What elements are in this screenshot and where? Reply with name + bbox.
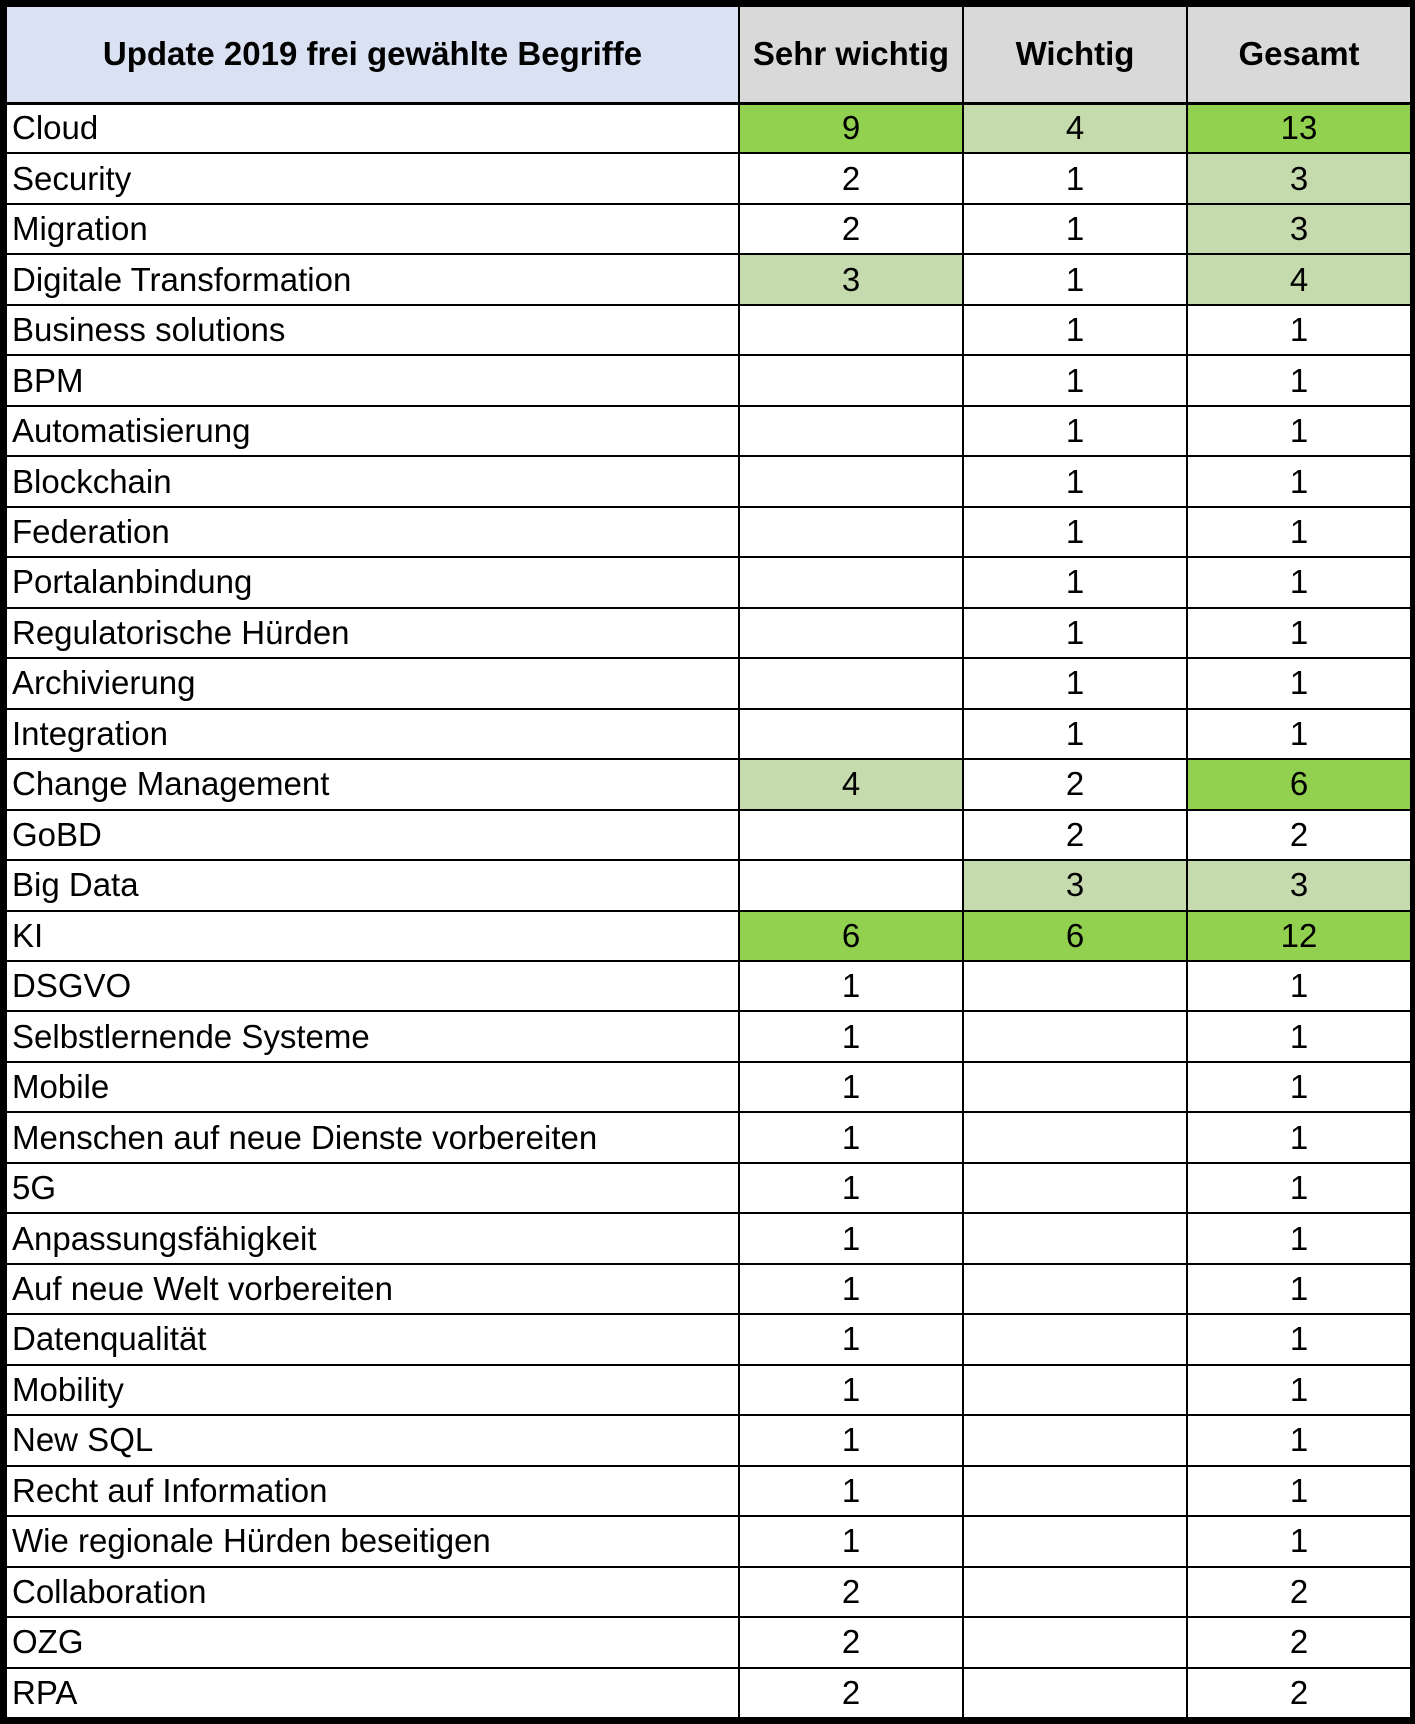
cell-sehr-wichtig: 3 xyxy=(739,254,963,304)
table-row xyxy=(6,355,1411,405)
cell-gesamt: 1 xyxy=(1187,456,1411,506)
cell-wichtig: 2 xyxy=(963,759,1187,809)
table-row xyxy=(6,557,1411,607)
cell-wichtig: 1 xyxy=(963,355,1187,405)
cell-wichtig: 1 xyxy=(963,406,1187,456)
header-sehr-wichtig: Sehr wichtig xyxy=(739,6,963,103)
cell-wichtig xyxy=(963,1112,1187,1162)
cell-sehr-wichtig xyxy=(739,456,963,506)
cell-sehr-wichtig: 1 xyxy=(739,1314,963,1364)
cell-term: Portalanbindung xyxy=(6,557,739,607)
cell-gesamt: 1 xyxy=(1187,1213,1411,1263)
cell-wichtig xyxy=(963,1365,1187,1415)
cell-term: Auf neue Welt vorbereiten xyxy=(6,1264,739,1314)
cell-term: Archivierung xyxy=(6,658,739,708)
cell-gesamt: 1 xyxy=(1187,961,1411,1011)
table-row xyxy=(6,456,1411,506)
cell-sehr-wichtig: 2 xyxy=(739,1617,963,1667)
table-row xyxy=(6,1011,1411,1061)
cell-gesamt: 1 xyxy=(1187,658,1411,708)
cell-wichtig: 1 xyxy=(963,254,1187,304)
cell-gesamt: 1 xyxy=(1187,608,1411,658)
cell-term: Federation xyxy=(6,507,739,557)
cell-sehr-wichtig: 1 xyxy=(739,1112,963,1162)
cell-term: New SQL xyxy=(6,1415,739,1465)
table-row xyxy=(6,1062,1411,1112)
table-row xyxy=(6,103,1411,153)
cell-wichtig: 1 xyxy=(963,204,1187,254)
table-row xyxy=(6,1163,1411,1213)
cell-sehr-wichtig: 1 xyxy=(739,1011,963,1061)
cell-wichtig xyxy=(963,1466,1187,1516)
cell-gesamt: 1 xyxy=(1187,507,1411,557)
cell-term: Big Data xyxy=(6,860,739,910)
table-header xyxy=(6,6,1411,103)
table-row xyxy=(6,1516,1411,1566)
cell-term: BPM xyxy=(6,355,739,405)
cell-wichtig xyxy=(963,1163,1187,1213)
table-row xyxy=(6,254,1411,304)
table-row xyxy=(6,961,1411,1011)
cell-sehr-wichtig: 2 xyxy=(739,153,963,203)
table-row xyxy=(6,759,1411,809)
cell-sehr-wichtig: 4 xyxy=(739,759,963,809)
cell-sehr-wichtig xyxy=(739,608,963,658)
cell-sehr-wichtig: 1 xyxy=(739,1365,963,1415)
cell-sehr-wichtig xyxy=(739,305,963,355)
cell-term: Security xyxy=(6,153,739,203)
cell-gesamt: 4 xyxy=(1187,254,1411,304)
cell-sehr-wichtig: 9 xyxy=(739,103,963,153)
cell-gesamt: 2 xyxy=(1187,1668,1411,1718)
cell-term: Digitale Transformation xyxy=(6,254,739,304)
cell-term: Datenqualität xyxy=(6,1314,739,1364)
table-row xyxy=(6,1466,1411,1516)
table-row xyxy=(6,204,1411,254)
cell-term: OZG xyxy=(6,1617,739,1667)
cell-wichtig xyxy=(963,1314,1187,1364)
cell-term: Integration xyxy=(6,709,739,759)
cell-sehr-wichtig: 1 xyxy=(739,1415,963,1465)
cell-sehr-wichtig: 2 xyxy=(739,1668,963,1718)
cell-term: Cloud xyxy=(6,103,739,153)
cell-wichtig: 6 xyxy=(963,911,1187,961)
cell-term: Change Management xyxy=(6,759,739,809)
cell-term: Business solutions xyxy=(6,305,739,355)
cell-term: Mobile xyxy=(6,1062,739,1112)
cell-wichtig xyxy=(963,1264,1187,1314)
table-row xyxy=(6,1314,1411,1364)
table-body xyxy=(6,103,1411,1718)
cell-wichtig: 1 xyxy=(963,608,1187,658)
cell-wichtig xyxy=(963,1567,1187,1617)
cell-gesamt: 1 xyxy=(1187,1112,1411,1162)
table-row xyxy=(6,1567,1411,1617)
table-row xyxy=(6,1415,1411,1465)
cell-wichtig: 2 xyxy=(963,810,1187,860)
cell-gesamt: 13 xyxy=(1187,103,1411,153)
table-row xyxy=(6,1365,1411,1415)
cell-gesamt: 1 xyxy=(1187,1314,1411,1364)
cell-wichtig xyxy=(963,1062,1187,1112)
table-row xyxy=(6,810,1411,860)
cell-wichtig: 1 xyxy=(963,305,1187,355)
cell-sehr-wichtig xyxy=(739,507,963,557)
cell-sehr-wichtig xyxy=(739,557,963,607)
table-row xyxy=(6,507,1411,557)
cell-gesamt: 3 xyxy=(1187,204,1411,254)
cell-gesamt: 2 xyxy=(1187,1617,1411,1667)
table-row xyxy=(6,1213,1411,1263)
cell-gesamt: 12 xyxy=(1187,911,1411,961)
table-row xyxy=(6,153,1411,203)
cell-gesamt: 1 xyxy=(1187,1466,1411,1516)
cell-term: KI xyxy=(6,911,739,961)
cell-sehr-wichtig xyxy=(739,709,963,759)
terms-table-container xyxy=(5,5,1410,1719)
cell-term: Menschen auf neue Dienste vorbereiten xyxy=(6,1112,739,1162)
cell-gesamt: 1 xyxy=(1187,355,1411,405)
cell-wichtig xyxy=(963,1668,1187,1718)
cell-term: DSGVO xyxy=(6,961,739,1011)
table-row xyxy=(6,860,1411,910)
cell-gesamt: 1 xyxy=(1187,1011,1411,1061)
cell-gesamt: 2 xyxy=(1187,1567,1411,1617)
cell-sehr-wichtig: 2 xyxy=(739,204,963,254)
cell-wichtig: 3 xyxy=(963,860,1187,910)
cell-term: Mobility xyxy=(6,1365,739,1415)
header-wichtig: Wichtig xyxy=(963,6,1187,103)
cell-gesamt: 3 xyxy=(1187,153,1411,203)
header-term: Update 2019 frei gewählte Begriffe xyxy=(6,6,739,103)
table-row xyxy=(6,658,1411,708)
cell-sehr-wichtig xyxy=(739,355,963,405)
table-row xyxy=(6,608,1411,658)
cell-wichtig: 1 xyxy=(963,153,1187,203)
table-row xyxy=(6,911,1411,961)
cell-term: 5G xyxy=(6,1163,739,1213)
cell-term: Selbstlernende Systeme xyxy=(6,1011,739,1061)
cell-term: Recht auf Information xyxy=(6,1466,739,1516)
cell-wichtig xyxy=(963,1617,1187,1667)
cell-wichtig: 1 xyxy=(963,507,1187,557)
cell-wichtig: 4 xyxy=(963,103,1187,153)
cell-gesamt: 1 xyxy=(1187,1062,1411,1112)
cell-wichtig xyxy=(963,1011,1187,1061)
table-row xyxy=(6,406,1411,456)
table-row xyxy=(6,709,1411,759)
cell-gesamt: 1 xyxy=(1187,1415,1411,1465)
cell-sehr-wichtig: 2 xyxy=(739,1567,963,1617)
cell-term: Blockchain xyxy=(6,456,739,506)
cell-sehr-wichtig: 6 xyxy=(739,911,963,961)
table-row xyxy=(6,1617,1411,1667)
cell-sehr-wichtig xyxy=(739,658,963,708)
cell-gesamt: 1 xyxy=(1187,1365,1411,1415)
cell-term: Regulatorische Hürden xyxy=(6,608,739,658)
cell-gesamt: 1 xyxy=(1187,305,1411,355)
cell-sehr-wichtig: 1 xyxy=(739,961,963,1011)
cell-gesamt: 3 xyxy=(1187,860,1411,910)
cell-wichtig xyxy=(963,1213,1187,1263)
cell-sehr-wichtig: 1 xyxy=(739,1466,963,1516)
cell-term: RPA xyxy=(6,1668,739,1718)
cell-term: Migration xyxy=(6,204,739,254)
cell-gesamt: 1 xyxy=(1187,1163,1411,1213)
cell-wichtig xyxy=(963,1516,1187,1566)
cell-gesamt: 1 xyxy=(1187,1516,1411,1566)
cell-gesamt: 1 xyxy=(1187,406,1411,456)
cell-wichtig: 1 xyxy=(963,658,1187,708)
cell-wichtig xyxy=(963,961,1187,1011)
table-row xyxy=(6,1668,1411,1718)
cell-term: Wie regionale Hürden beseitigen xyxy=(6,1516,739,1566)
cell-wichtig: 1 xyxy=(963,456,1187,506)
cell-term: GoBD xyxy=(6,810,739,860)
cell-wichtig xyxy=(963,1415,1187,1465)
table-row xyxy=(6,1112,1411,1162)
cell-sehr-wichtig xyxy=(739,860,963,910)
cell-gesamt: 1 xyxy=(1187,557,1411,607)
cell-sehr-wichtig xyxy=(739,406,963,456)
cell-sehr-wichtig xyxy=(739,810,963,860)
table-row xyxy=(6,1264,1411,1314)
cell-gesamt: 6 xyxy=(1187,759,1411,809)
cell-term: Collaboration xyxy=(6,1567,739,1617)
terms-table xyxy=(5,5,1412,1719)
cell-gesamt: 2 xyxy=(1187,810,1411,860)
cell-sehr-wichtig: 1 xyxy=(739,1516,963,1566)
cell-sehr-wichtig: 1 xyxy=(739,1062,963,1112)
cell-sehr-wichtig: 1 xyxy=(739,1213,963,1263)
table-row xyxy=(6,305,1411,355)
cell-term: Anpassungsfähigkeit xyxy=(6,1213,739,1263)
cell-sehr-wichtig: 1 xyxy=(739,1264,963,1314)
cell-sehr-wichtig: 1 xyxy=(739,1163,963,1213)
cell-term: Automatisierung xyxy=(6,406,739,456)
cell-gesamt: 1 xyxy=(1187,1264,1411,1314)
cell-wichtig: 1 xyxy=(963,709,1187,759)
header-row xyxy=(6,6,1411,103)
header-gesamt: Gesamt xyxy=(1187,6,1411,103)
cell-wichtig: 1 xyxy=(963,557,1187,607)
cell-gesamt: 1 xyxy=(1187,709,1411,759)
